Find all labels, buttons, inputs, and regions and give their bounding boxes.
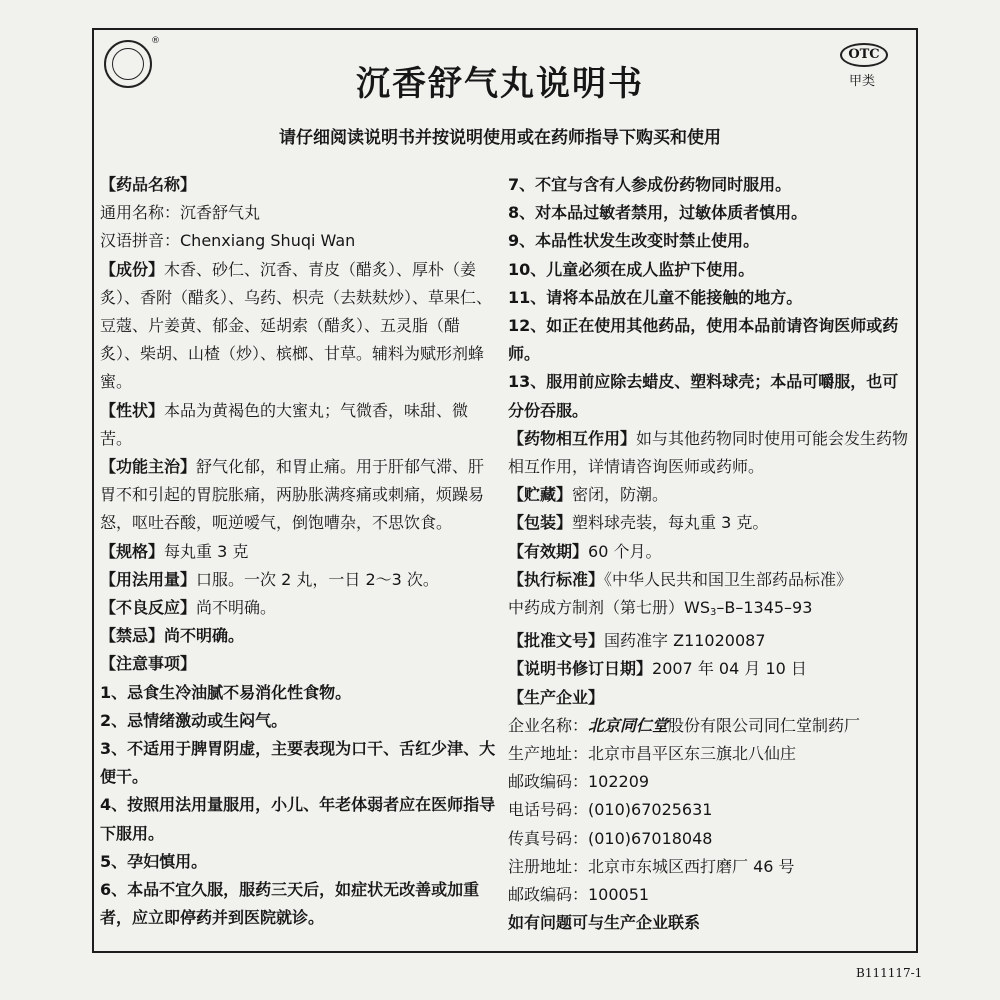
ingredients-section <box>100 256 496 397</box>
section-heading-usage: 【用法用量】 <box>100 569 197 589</box>
registered-mark: ® <box>151 36 160 46</box>
contra-section <box>100 622 496 650</box>
section-heading-ingredients: 【成份】 <box>100 259 165 279</box>
standard-line-2 <box>508 594 910 627</box>
section-heading-adverse: 【不良反应】 <box>100 598 197 618</box>
precaution-item: 6、本品不宜久服，服药三天后，如症状无改善或加重者，应立即停药并到医院就诊。 <box>100 880 480 928</box>
contact-note: 如有问题可与生产企业联系 <box>508 913 701 933</box>
section-heading-validity: 【有效期】 <box>508 541 589 561</box>
section-heading-spec: 【规格】 <box>100 541 165 561</box>
precaution-item: 7、不宜与含有人参成份药物同时服用。 <box>508 175 792 194</box>
precaution-item: 1、忌食生冷油腻不易消化性食物。 <box>100 682 352 702</box>
company-suffix: 股份有限公司同仁堂制药厂 <box>668 715 861 735</box>
standard-text: 《中华人民共和国卫生部药品标准》 <box>604 569 853 589</box>
standard-code-prefix: 中药成方制剂（第七册）WS <box>508 598 710 618</box>
postal-code-registered: 邮政编码：100051 <box>508 885 650 905</box>
section-heading-contra: 【禁忌】 <box>100 626 165 646</box>
ingredients-text: 木香、砂仁、沉香、青皮（醋炙）、厚朴（姜炙）、香附（醋炙）、乌药、枳壳（去麸麸炒）、草果仁、豆蔻、片姜黄、郁金、延胡索（醋炙）、五灵脂（醋炙）、柴胡、山楂（炒）、槟榔、甘草。辅料为赋形剂蜂蜜。 <box>100 259 493 392</box>
precaution-item: 12、如正在使用其他药品，使用本品前请咨询医师或药师。 <box>508 316 899 364</box>
section-heading-approval: 【批准文号】 <box>508 631 605 651</box>
section-heading-standard: 【执行标准】 <box>508 569 605 589</box>
storage-text: 密闭，防潮。 <box>572 485 669 505</box>
precaution-item: 3、不适用于脾胃阴虚，主要表现为口干、舌红少津、大便干。 <box>100 739 496 787</box>
indications-text: 舒气化郁，和胃止痛。用于肝郁气滞、肝胃不和引起的胃脘胀痛，两胁胀满疼痛或刺痛，烦躁易怒，呕吐吞酸，呃逆嗳气，倒饱嘈杂，不思饮食。 <box>100 457 485 533</box>
document-title: 沉香舒气丸说明书 <box>356 64 644 104</box>
revision-section <box>508 655 910 683</box>
print-code: B111117-1 <box>856 966 923 980</box>
precaution-item: 5、孕妇慎用。 <box>100 851 208 871</box>
contra-text: 尚不明确。 <box>164 626 245 646</box>
production-address: 生产地址：北京市昌平区东三旗北八仙庄 <box>508 744 797 764</box>
section-heading-name: 【药品名称】 <box>100 175 197 194</box>
precaution-item: 9、本品性状发生改变时禁止使用。 <box>508 231 760 251</box>
storage-section <box>508 481 910 509</box>
usage-section <box>100 566 496 594</box>
spec-text: 每丸重 3 克 <box>164 541 249 561</box>
precaution-item: 8、对本品过敏者禁用，过敏体质者慎用。 <box>508 203 808 223</box>
approval-section <box>508 627 910 655</box>
precaution-item: 10、儿童必须在成人监护下使用。 <box>508 259 755 279</box>
generic-name: 通用名称：沉香舒气丸 <box>100 203 261 223</box>
company-prefix: 企业名称： <box>508 715 589 735</box>
usage-text: 口服。一次 2 丸，一日 2～3 次。 <box>196 569 439 589</box>
company-logo-wordmark: 北京同仁堂 <box>588 715 669 735</box>
precaution-item: 2、忌情绪激动或生闷气。 <box>100 710 288 730</box>
pinyin-name: 汉语拼音：Chenxiang Shuqi Wan <box>100 231 356 251</box>
standard-section <box>508 566 910 594</box>
precaution-item: 11、请将本品放在儿童不能接触的地方。 <box>508 287 803 307</box>
document-subtitle: 请仔细阅读说明书并按说明使用或在药师指导下购买和使用 <box>279 128 721 148</box>
standard-code-subscript: 3 <box>709 607 717 619</box>
revision-text: 2007 年 04 月 10 日 <box>652 659 807 679</box>
registered-address: 注册地址：北京市东城区西打磨厂 46 号 <box>508 856 795 876</box>
package-section <box>508 509 910 537</box>
adverse-text: 尚不明确。 <box>196 598 277 618</box>
section-heading-indications: 【功能主治】 <box>100 457 197 477</box>
section-heading-manufacturer: 【生产企业】 <box>508 687 605 707</box>
indications-section <box>100 453 496 538</box>
fax-number: 传真号码：(010)67018048 <box>508 828 713 848</box>
validity-text: 60 个月。 <box>588 541 662 561</box>
validity-section <box>508 538 910 566</box>
spec-section <box>100 538 496 566</box>
section-heading-storage: 【贮藏】 <box>508 485 573 505</box>
company-name <box>508 712 910 740</box>
section-heading-revision: 【说明书修订日期】 <box>508 659 653 679</box>
traits-section <box>100 397 496 453</box>
postal-code-production: 邮政编码：102209 <box>508 772 650 792</box>
section-heading-package: 【包装】 <box>508 513 573 533</box>
section-heading-interaction: 【药物相互作用】 <box>508 428 637 448</box>
section-heading-traits: 【性状】 <box>100 400 165 420</box>
otc-class-label: 甲类 <box>849 74 876 89</box>
precaution-item: 4、按照用法用量服用，小儿、年老体弱者应在医师指导下服用。 <box>100 795 496 843</box>
approval-text: 国药准字 Z11020087 <box>604 631 766 651</box>
standard-code-suffix: –B–1345–93 <box>716 598 813 618</box>
left-column <box>100 171 496 932</box>
section-heading-precautions: 【注意事项】 <box>100 654 197 674</box>
adverse-section <box>100 594 496 622</box>
package-text: 塑料球壳装，每丸重 3 克。 <box>572 513 769 533</box>
interaction-text: 如与其他药物同时使用可能会发生药物相互作用，详情请咨询医师或药师。 <box>508 428 909 477</box>
traits-text: 本品为黄褐色的大蜜丸；气微香，味甜、微苦。 <box>100 400 469 448</box>
phone-number: 电话号码：(010)67025631 <box>508 800 713 820</box>
otc-badge: OTC <box>840 43 888 67</box>
right-column <box>508 171 910 937</box>
interaction-section <box>508 425 910 481</box>
precaution-item: 13、服用前应除去蜡皮、塑料球壳；本品可嚼服，也可分份吞服。 <box>508 372 899 420</box>
